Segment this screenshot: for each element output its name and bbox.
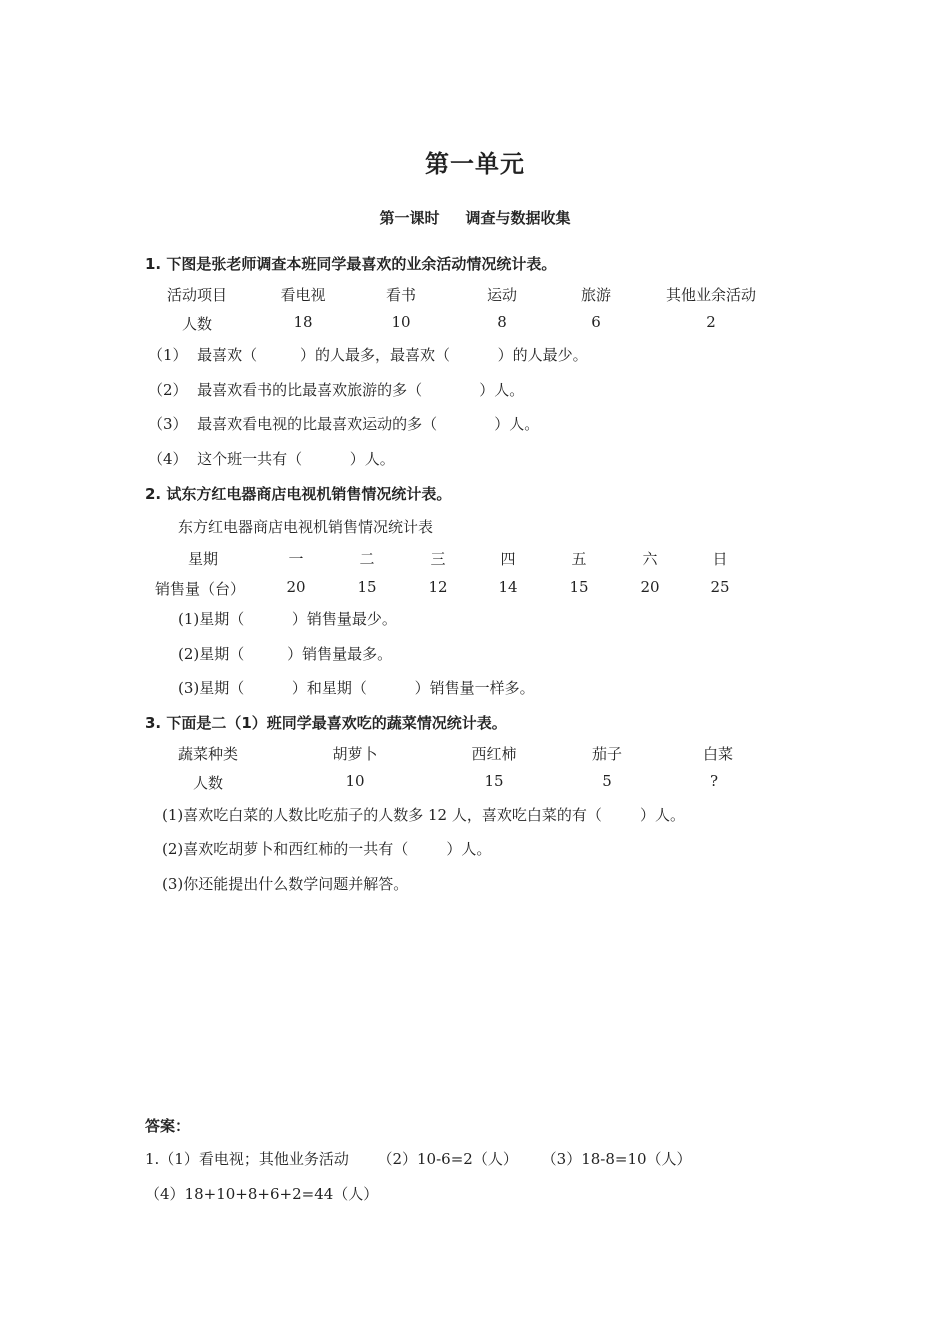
page-title: 第一单元	[425, 150, 525, 178]
q2-header-cell: 三	[430, 550, 446, 568]
question-3-heading: 3. 下面是二（1）班同学最喜欢吃的蔬菜情况统计表。	[145, 714, 507, 732]
q2-value-cell: 15	[569, 578, 589, 596]
q3-header-cell: 茄子	[591, 745, 623, 763]
q1-header-cell: 旅游	[580, 286, 612, 304]
q2-value-cell: 销售量（台）	[154, 580, 246, 598]
question-1-heading: 1. 下图是张老师调查本班同学最喜欢的业余活动情况统计表。	[145, 255, 557, 273]
q1-item: （1） 最喜欢（ ）的人最多，最喜欢（ ）的人最少。	[148, 346, 588, 364]
q2-value-cell: 12	[428, 578, 448, 596]
q3-item: (3)你还能提出什么数学问题并解答。	[162, 875, 409, 893]
q1-item: （3） 最喜欢看电视的比最喜欢运动的多（ ）人。	[148, 415, 540, 433]
q2-header-cell: 日	[712, 550, 728, 568]
q2-header-cell: 星期	[187, 550, 219, 568]
q3-value-cell: 人数	[192, 774, 224, 792]
q2-value-cell: 14	[498, 578, 518, 596]
answer-line: （4）18+10+8+6+2=44（人）	[145, 1185, 379, 1203]
q1-value-cell: 6	[591, 313, 601, 331]
answers-label: 答案：	[145, 1117, 191, 1135]
q1-value-cell: 8	[497, 313, 507, 331]
q1-value-cell: 18	[293, 313, 313, 331]
q2-value-cell: 20	[286, 578, 306, 596]
q1-header-cell: 看电视	[280, 286, 326, 304]
answer-line: 1.（1）看电视；其他业务活动 （2）10-6=2（人） （3）18-8=10（人）	[145, 1150, 692, 1168]
q3-header-cell: 胡萝卜	[332, 745, 378, 763]
q1-header-cell: 其他业余活动	[665, 286, 757, 304]
q1-value-cell: 10	[391, 313, 411, 331]
q2-item: (2)星期（ ）销售量最多。	[178, 645, 393, 663]
q2-value-cell: 20	[640, 578, 660, 596]
q3-item: (2)喜欢吃胡萝卜和西红柿的一共有（ ）人。	[162, 840, 492, 858]
q3-header-cell: 白菜	[702, 745, 734, 763]
q2-header-cell: 五	[571, 550, 587, 568]
q1-item: （2） 最喜欢看书的比最喜欢旅游的多（ ）人。	[148, 381, 525, 399]
q2-item: (1)星期（ ）销售量最少。	[178, 610, 397, 628]
q3-item: (1)喜欢吃白菜的人数比吃茄子的人数多 12 人，喜欢吃白菜的有（ ）人。	[162, 806, 686, 824]
q1-header-cell: 看书	[385, 286, 417, 304]
q3-value-cell: ?	[709, 772, 719, 790]
q1-value-cell: 2	[706, 313, 716, 331]
q1-item: （4） 这个班一共有（ ）人。	[148, 450, 395, 468]
q1-header-cell: 活动项目	[166, 286, 228, 304]
q1-header-cell: 运动	[486, 286, 518, 304]
lesson-subtitle: 第一课时 调查与数据收集	[379, 209, 571, 227]
q2-item: (3)星期（ ）和星期（ ）销售量一样多。	[178, 679, 535, 697]
q2-header-cell: 六	[642, 550, 658, 568]
q2-value-cell: 15	[357, 578, 377, 596]
q1-value-cell: 人数	[181, 315, 213, 333]
q3-header-cell: 蔬菜种类	[177, 745, 239, 763]
q2-header-cell: 一	[288, 550, 304, 568]
q2-header-cell: 四	[500, 550, 516, 568]
question-2-heading: 2. 试东方红电器商店电视机销售情况统计表。	[145, 485, 452, 503]
q2-header-cell: 二	[359, 550, 375, 568]
q3-value-cell: 10	[345, 772, 365, 790]
q3-value-cell: 15	[484, 772, 504, 790]
q2-value-cell: 25	[710, 578, 730, 596]
q2-table-title: 东方红电器商店电视机销售情况统计表	[178, 518, 434, 536]
q3-value-cell: 5	[602, 772, 612, 790]
q3-header-cell: 西红柿	[471, 745, 517, 763]
